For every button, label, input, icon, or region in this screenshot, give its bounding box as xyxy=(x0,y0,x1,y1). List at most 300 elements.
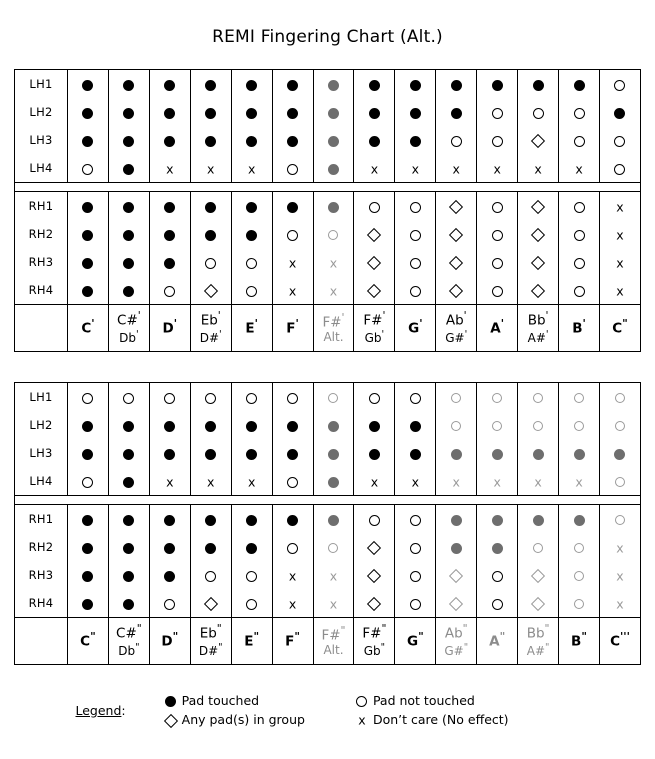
filled-dot-icon xyxy=(82,286,93,297)
filled-dot-gray-icon xyxy=(328,202,339,213)
note-name: C''' xyxy=(610,630,630,650)
fingering-cell xyxy=(395,98,436,126)
open-dot-gray-icon xyxy=(533,421,543,431)
fingering-cell xyxy=(599,192,640,221)
open-dot-icon xyxy=(451,136,462,147)
note-column-header[interactable] xyxy=(436,618,477,665)
fingering-cell xyxy=(231,505,272,534)
open-dot-icon xyxy=(287,230,298,241)
legend xyxy=(48,691,608,729)
note-row-spacer xyxy=(15,618,68,665)
note-name: G" xyxy=(406,630,424,650)
row-label-lh2: LH2 xyxy=(15,411,68,439)
fingering-cell xyxy=(190,383,231,412)
note-column-header[interactable] xyxy=(477,305,518,352)
note-column-header[interactable] xyxy=(313,305,354,352)
note-column-header[interactable] xyxy=(599,618,640,665)
fingering-cell xyxy=(149,411,190,439)
diamond-icon xyxy=(531,284,545,298)
fingering-cell xyxy=(477,589,518,618)
filled-dot-icon xyxy=(410,421,421,432)
diamond-icon xyxy=(449,256,463,270)
fingering-cell xyxy=(518,439,559,467)
fingering-cell xyxy=(190,70,231,99)
fingering-cell xyxy=(272,154,313,183)
note-enharmonic: G#" xyxy=(444,642,469,659)
x-mark-icon: x xyxy=(616,226,624,242)
table-row xyxy=(15,383,641,412)
open-dot-icon xyxy=(164,599,175,610)
diamond-icon xyxy=(531,200,545,214)
table-row xyxy=(15,589,641,618)
fingering-cell xyxy=(354,411,395,439)
note-name: F#" xyxy=(321,623,346,644)
open-dot-icon xyxy=(574,286,585,297)
filled-dot-gray-icon xyxy=(328,515,339,526)
fingering-cell xyxy=(313,439,354,467)
fingering-cell xyxy=(599,70,640,99)
filled-dot-icon xyxy=(287,421,298,432)
fingering-cell xyxy=(518,505,559,534)
fingering-cell xyxy=(354,589,395,618)
filled-dot-icon xyxy=(123,515,134,526)
fingering-cell xyxy=(190,220,231,248)
fingering-cell xyxy=(272,126,313,154)
open-dot-icon xyxy=(410,543,421,554)
note-column-header[interactable] xyxy=(354,618,395,665)
filled-dot-icon xyxy=(123,164,134,175)
filled-dot-icon xyxy=(410,80,421,91)
fingering-cell xyxy=(108,192,149,221)
note-enharmonic: D#" xyxy=(198,642,223,659)
open-dot-icon xyxy=(614,80,625,91)
filled-dot-icon xyxy=(614,108,625,119)
fingering-cell xyxy=(190,589,231,618)
fingering-cell xyxy=(272,505,313,534)
fingering-cell xyxy=(272,98,313,126)
filled-dot-icon xyxy=(82,108,93,119)
hand-group-divider xyxy=(15,496,641,505)
diamond-icon xyxy=(367,569,381,583)
legend-symbol-pad-touched xyxy=(160,691,182,710)
note-column-header[interactable] xyxy=(68,305,109,352)
note-column-header[interactable] xyxy=(313,618,354,665)
fingering-cell xyxy=(477,439,518,467)
fingering-cell xyxy=(477,70,518,99)
fingering-cell xyxy=(599,467,640,496)
note-name: B" xyxy=(571,630,587,650)
note-name: Bb' xyxy=(527,309,549,329)
fingering-cell xyxy=(231,154,272,183)
filled-dot-icon xyxy=(164,202,175,213)
fingering-cell xyxy=(231,383,272,412)
fingering-cell xyxy=(68,467,109,496)
fingering-cell xyxy=(108,220,149,248)
fingering-cell xyxy=(68,98,109,126)
fingering-cell xyxy=(272,561,313,589)
fingering-cell xyxy=(599,126,640,154)
note-name: E" xyxy=(244,630,260,650)
fingering-cell xyxy=(436,70,477,99)
x-mark-gray-icon: x xyxy=(616,595,624,611)
row-label-rh3: RH3 xyxy=(15,561,68,589)
note-name: A" xyxy=(489,630,506,650)
filled-dot-icon xyxy=(164,449,175,460)
diamond-icon xyxy=(449,228,463,242)
fingering-cell xyxy=(436,439,477,467)
x-mark-icon: x xyxy=(166,473,174,489)
note-column-header[interactable] xyxy=(518,305,559,352)
fingering-cell xyxy=(395,192,436,221)
diamond-icon xyxy=(367,228,381,242)
open-dot-icon xyxy=(492,599,503,610)
fingering-cell xyxy=(149,505,190,534)
filled-dot-icon xyxy=(82,515,93,526)
filled-dot-icon xyxy=(123,477,134,488)
fingering-cell xyxy=(436,505,477,534)
x-mark-icon: x xyxy=(493,160,501,176)
filled-dot-icon xyxy=(164,543,175,554)
note-column-header[interactable] xyxy=(559,305,600,352)
fingering-cell xyxy=(313,154,354,183)
x-mark-gray-icon: x xyxy=(329,282,338,298)
open-dot-icon xyxy=(164,393,175,404)
fingering-cell xyxy=(559,383,600,412)
x-mark-icon: x xyxy=(534,160,542,176)
fingering-cell xyxy=(149,248,190,276)
open-dot-icon xyxy=(410,258,421,269)
open-dot-icon xyxy=(205,258,216,269)
filled-dot-icon xyxy=(369,136,380,147)
note-column-header[interactable] xyxy=(190,618,231,665)
open-dot-icon xyxy=(123,393,134,404)
fingering-cell xyxy=(395,220,436,248)
open-dot-icon xyxy=(410,393,421,404)
x-mark-gray-icon: x xyxy=(329,595,338,611)
fingering-cell xyxy=(518,561,559,589)
filled-dot-icon xyxy=(410,108,421,119)
note-name: C" xyxy=(612,317,628,337)
fingering-cell xyxy=(436,98,477,126)
fingering-cell xyxy=(272,276,313,305)
legend-title-colon: : xyxy=(121,702,126,718)
filled-dot-icon xyxy=(82,202,93,213)
fingering-cell xyxy=(68,383,109,412)
note-column-header[interactable] xyxy=(108,305,149,352)
filled-dot-icon xyxy=(123,599,134,610)
fingering-chart xyxy=(14,69,641,352)
fingering-cell xyxy=(518,154,559,183)
note-column-header[interactable] xyxy=(599,305,640,352)
fingering-cell xyxy=(108,505,149,534)
open-dot-gray-icon xyxy=(574,571,584,581)
row-label-rh1: RH1 xyxy=(15,192,68,221)
diamond-icon xyxy=(367,597,381,611)
note-name: A' xyxy=(490,317,505,337)
fingering-cell xyxy=(354,467,395,496)
filled-dot-icon xyxy=(164,108,175,119)
fingering-cell xyxy=(599,248,640,276)
fingering-cell xyxy=(313,276,354,305)
note-column-header[interactable] xyxy=(149,618,190,665)
fingering-cell xyxy=(395,411,436,439)
fingering-cell xyxy=(149,192,190,221)
row-label-lh3: LH3 xyxy=(15,439,68,467)
filled-dot-gray-icon xyxy=(328,477,339,488)
fingering-cell xyxy=(436,248,477,276)
fingering-cell xyxy=(518,276,559,305)
fingering-cell xyxy=(108,70,149,99)
fingering-cell xyxy=(108,248,149,276)
filled-dot-icon xyxy=(165,696,176,707)
filled-dot-icon xyxy=(205,421,216,432)
fingering-cell xyxy=(108,467,149,496)
fingering-cell xyxy=(395,383,436,412)
note-column-header[interactable] xyxy=(559,618,600,665)
filled-dot-gray-icon xyxy=(574,449,585,460)
fingering-cell xyxy=(149,561,190,589)
fingering-cell xyxy=(149,154,190,183)
filled-dot-icon xyxy=(287,80,298,91)
open-dot-gray-icon xyxy=(615,515,625,525)
fingering-cell xyxy=(108,561,149,589)
fingering-cell xyxy=(190,126,231,154)
x-mark-icon: x xyxy=(616,198,624,214)
x-mark-icon: x xyxy=(616,254,624,270)
open-dot-icon xyxy=(492,230,503,241)
open-dot-icon xyxy=(246,258,257,269)
open-dot-icon xyxy=(369,515,380,526)
fingering-cell xyxy=(68,154,109,183)
filled-dot-icon xyxy=(246,80,257,91)
fingering-cell xyxy=(477,411,518,439)
filled-dot-icon xyxy=(369,80,380,91)
note-column-header[interactable] xyxy=(477,618,518,665)
fingering-cell xyxy=(599,505,640,534)
legend-title-text: Legend xyxy=(75,702,122,718)
open-dot-icon xyxy=(492,136,503,147)
note-enharmonic: D#' xyxy=(199,329,222,346)
open-dot-gray-icon xyxy=(328,230,338,240)
note-enharmonic: Gb' xyxy=(364,329,385,346)
fingering-charts-container xyxy=(0,69,655,665)
diamond-icon xyxy=(367,541,381,555)
legend-title xyxy=(76,691,160,729)
filled-dot-icon xyxy=(246,515,257,526)
open-dot-icon xyxy=(205,571,216,582)
open-dot-icon xyxy=(574,202,585,213)
note-column-header[interactable] xyxy=(272,618,313,665)
fingering-cell xyxy=(313,98,354,126)
note-labels-row xyxy=(15,618,641,665)
x-mark-icon: x xyxy=(411,160,420,176)
filled-dot-icon xyxy=(246,543,257,554)
table-row xyxy=(15,505,641,534)
fingering-cell xyxy=(599,589,640,618)
fingering-cell xyxy=(559,439,600,467)
fingering-cell xyxy=(231,533,272,561)
filled-dot-icon xyxy=(82,571,93,582)
note-name: C#" xyxy=(116,622,142,642)
fingering-cell xyxy=(354,533,395,561)
fingering-cell xyxy=(354,154,395,183)
fingering-cell xyxy=(272,589,313,618)
open-dot-icon xyxy=(492,286,503,297)
fingering-cell xyxy=(190,154,231,183)
note-column-header[interactable] xyxy=(354,305,395,352)
note-name: Ab" xyxy=(444,622,468,642)
filled-dot-icon xyxy=(82,543,93,554)
fingering-cell xyxy=(313,533,354,561)
filled-dot-icon xyxy=(82,80,93,91)
filled-dot-gray-icon xyxy=(492,449,503,460)
fingering-cell xyxy=(231,589,272,618)
fingering-cell xyxy=(599,220,640,248)
fingering-cell xyxy=(272,220,313,248)
fingering-cell xyxy=(108,439,149,467)
note-column-header[interactable] xyxy=(395,305,436,352)
filled-dot-icon xyxy=(246,449,257,460)
note-column-header[interactable] xyxy=(231,305,272,352)
filled-dot-icon xyxy=(369,421,380,432)
fingering-cell xyxy=(108,276,149,305)
fingering-cell xyxy=(559,248,600,276)
filled-dot-icon xyxy=(574,80,585,91)
fingering-cell xyxy=(354,276,395,305)
fingering-cell xyxy=(231,276,272,305)
open-dot-gray-icon xyxy=(533,393,543,403)
row-label-rh2: RH2 xyxy=(15,533,68,561)
diamond-icon xyxy=(367,284,381,298)
fingering-cell xyxy=(518,126,559,154)
filled-dot-icon xyxy=(451,108,462,119)
note-name: D" xyxy=(161,630,179,650)
open-dot-icon xyxy=(574,258,585,269)
filled-dot-icon xyxy=(246,421,257,432)
diamond-gray-icon xyxy=(449,569,463,583)
fingering-cell xyxy=(477,276,518,305)
note-enharmonic: Db' xyxy=(119,329,139,346)
note-name: E' xyxy=(245,317,258,337)
fingering-cell xyxy=(354,439,395,467)
note-enharmonic: Alt. xyxy=(323,642,344,657)
note-name: C" xyxy=(80,630,96,650)
x-mark-gray-icon: x xyxy=(329,254,338,270)
open-dot-icon xyxy=(614,164,625,175)
diamond-gray-icon xyxy=(531,569,545,583)
filled-dot-icon xyxy=(205,136,216,147)
fingering-cell xyxy=(395,589,436,618)
fingering-cell xyxy=(518,248,559,276)
filled-dot-icon xyxy=(205,543,216,554)
filled-dot-icon xyxy=(82,258,93,269)
open-dot-icon xyxy=(287,477,298,488)
open-dot-icon xyxy=(492,258,503,269)
table-row xyxy=(15,126,641,154)
fingering-cell xyxy=(477,126,518,154)
open-dot-gray-icon xyxy=(451,421,461,431)
page-title: REMI Fingering Chart (Alt.) xyxy=(212,27,443,47)
note-column-header[interactable] xyxy=(395,618,436,665)
filled-dot-icon xyxy=(123,230,134,241)
filled-dot-icon xyxy=(246,136,257,147)
fingering-cell xyxy=(354,192,395,221)
filled-dot-icon xyxy=(164,421,175,432)
diamond-icon xyxy=(531,134,545,148)
note-column-header[interactable] xyxy=(231,618,272,665)
fingering-cell xyxy=(190,467,231,496)
fingering-cell xyxy=(190,98,231,126)
fingering-cell xyxy=(354,561,395,589)
fingering-cell xyxy=(68,505,109,534)
filled-dot-icon xyxy=(123,286,134,297)
fingering-cell xyxy=(68,220,109,248)
filled-dot-gray-icon xyxy=(533,515,544,526)
fingering-cell xyxy=(559,192,600,221)
filled-dot-icon xyxy=(205,80,216,91)
open-dot-icon xyxy=(369,393,380,404)
note-column-header[interactable] xyxy=(272,305,313,352)
x-mark-icon: x xyxy=(370,160,379,176)
note-column-header[interactable] xyxy=(149,305,190,352)
fingering-cell xyxy=(559,276,600,305)
table-row xyxy=(15,276,641,305)
x-mark-gray-icon: x xyxy=(452,473,460,489)
note-column-header[interactable] xyxy=(436,305,477,352)
note-column-header[interactable] xyxy=(68,618,109,665)
fingering-cell xyxy=(108,533,149,561)
fingering-cell xyxy=(108,589,149,618)
row-label-rh1: RH1 xyxy=(15,505,68,534)
fingering-cell xyxy=(518,192,559,221)
fingering-cell xyxy=(559,467,600,496)
open-dot-icon xyxy=(287,164,298,175)
fingering-cell xyxy=(354,98,395,126)
fingering-cell xyxy=(231,192,272,221)
open-dot-icon xyxy=(614,136,625,147)
note-name: Ab' xyxy=(445,309,467,329)
note-enharmonic: Alt. xyxy=(323,329,344,344)
x-mark-gray-icon: x xyxy=(534,473,542,489)
open-dot-icon xyxy=(410,230,421,241)
open-dot-gray-icon xyxy=(615,421,625,431)
open-dot-gray-icon xyxy=(574,599,584,609)
note-column-header[interactable] xyxy=(190,305,231,352)
fingering-cell xyxy=(477,467,518,496)
fingering-cell xyxy=(190,505,231,534)
fingering-cell xyxy=(149,467,190,496)
filled-dot-icon xyxy=(164,80,175,91)
x-mark-icon: x xyxy=(247,160,256,176)
open-dot-icon xyxy=(533,108,544,119)
fingering-cell xyxy=(559,505,600,534)
filled-dot-icon xyxy=(451,80,462,91)
legend-symbol-pad-not-touched xyxy=(351,691,373,710)
fingering-cell xyxy=(395,561,436,589)
note-column-header[interactable] xyxy=(108,618,149,665)
note-column-header[interactable] xyxy=(518,618,559,665)
fingering-cell xyxy=(436,533,477,561)
filled-dot-icon xyxy=(164,230,175,241)
open-dot-icon xyxy=(574,108,585,119)
fingering-cell xyxy=(272,70,313,99)
table-row xyxy=(15,561,641,589)
fingering-cell xyxy=(149,383,190,412)
fingering-cell xyxy=(313,248,354,276)
fingering-cell xyxy=(313,467,354,496)
note-enharmonic: Gb" xyxy=(363,642,386,659)
filled-dot-gray-icon xyxy=(533,449,544,460)
